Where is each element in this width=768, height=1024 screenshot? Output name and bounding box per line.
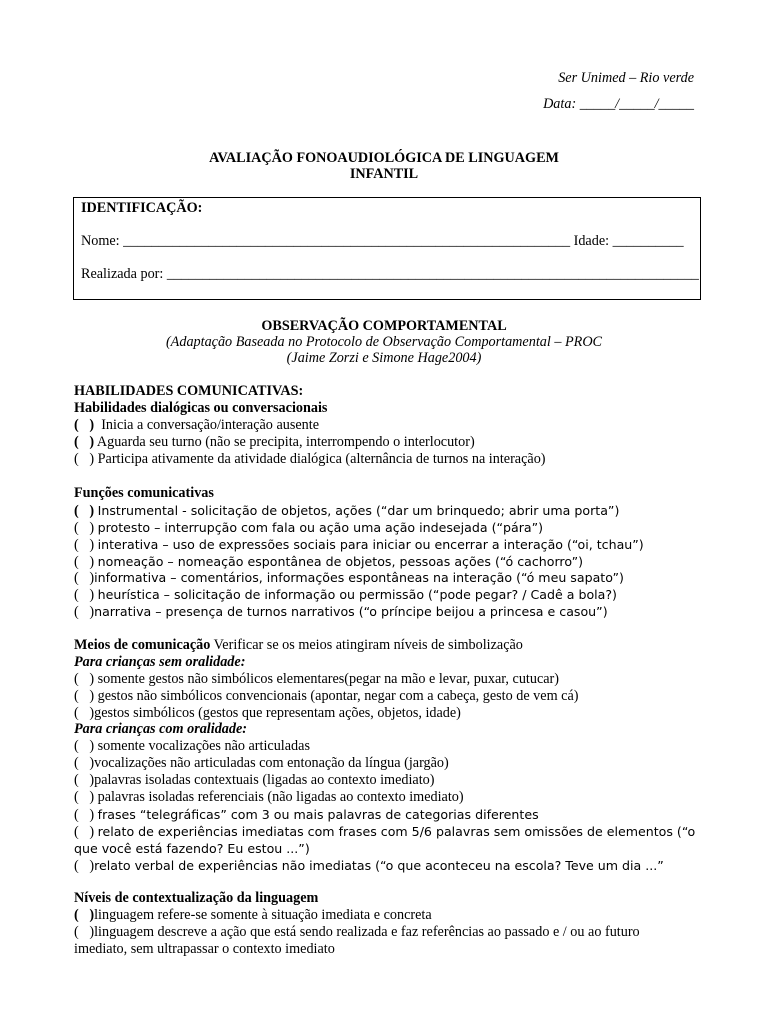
name-age-field: Nome: _______________________________________________________________ Idade: __________ xyxy=(81,233,684,249)
checklist-item: ( ) protesto – interrupção com fala ou ação uma ação indesejada (“pára”) xyxy=(74,520,544,536)
checkbox[interactable]: ( ) xyxy=(74,587,95,603)
checkbox[interactable]: ( ) xyxy=(74,772,95,788)
page-title-line2: INFANTIL xyxy=(349,166,419,182)
section-heading-communicative: HABILIDADES COMUNICATIVAS: xyxy=(74,383,304,399)
checkbox[interactable]: ( ) xyxy=(74,554,95,570)
checklist-item: ( ) Instrumental - solicitação de objetos, ações (“dar um brinquedo; abrir uma porta”) xyxy=(74,503,620,519)
checklist-item: ( )narrativa – presença de turnos narrativos (“o príncipe beijou a princesa e casou”) xyxy=(74,604,608,620)
organization-name: Ser Unimed – Rio verde xyxy=(558,70,694,86)
checklist-item: ( )relato verbal de experiências não imediatas (“o que aconteceu na escola? Teve um dia ...” xyxy=(74,858,664,874)
date-field: Data: _____/_____/_____ xyxy=(543,96,694,112)
checklist-item: ( )vocalizações não articuladas com entonação da língua (jargão) xyxy=(74,755,449,771)
checklist-item: ( ) somente vocalizações não articuladas xyxy=(74,738,310,754)
checkbox[interactable]: ( ) xyxy=(74,671,95,687)
subsection-heading-means: Meios de comunicação Verificar se os meios atingiram níveis de simbolização xyxy=(74,637,523,653)
checklist-item: ( ) nomeação – nomeação espontânea de objetos, pessoas ações (“ó cachorro”) xyxy=(74,554,584,570)
checklist-item: ( ) Participa ativamente da atividade dialógica (alternância de turnos na interação) xyxy=(74,451,546,467)
identification-box xyxy=(73,197,701,300)
checklist-item: ( ) heurística – solicitação de informação ou permissão (“pode pegar? / Cadê a bola?) xyxy=(74,587,617,603)
checkbox[interactable]: ( ) xyxy=(74,570,95,586)
checklist-item: ( )gestos simbólicos (gestos que representam ações, objetos, idade) xyxy=(74,705,461,721)
checkbox[interactable]: ( ) xyxy=(74,537,95,553)
checkbox[interactable]: ( ) xyxy=(74,520,95,536)
checkbox[interactable]: ( ) xyxy=(74,503,95,519)
checkbox[interactable]: ( ) xyxy=(74,738,95,754)
checkbox[interactable]: ( ) xyxy=(74,688,95,704)
subsection-heading-context: Níveis de contextualização da linguagem xyxy=(74,890,319,906)
checkbox[interactable]: ( ) xyxy=(74,434,95,450)
checklist-item: ( )palavras isoladas contextuais (ligadas ao contexto imediato) xyxy=(74,772,435,788)
checklist-item: ( ) Aguarda seu turno (não se precipita, interrompendo o interlocutor) xyxy=(74,434,475,450)
checkbox[interactable]: ( ) xyxy=(74,907,95,923)
identification-heading: IDENTIFICAÇÃO: xyxy=(81,200,203,216)
observation-subtitle: (Adaptação Baseada no Protocolo de Observação Comportamental – PROC xyxy=(165,334,603,350)
group-heading-speech: Para crianças com oralidade: xyxy=(74,721,247,737)
checklist-item: ( ) relato de experiências imediatas com frases com 5/6 palavras sem omissões de elementos (“o xyxy=(74,824,696,840)
performed-by-field: Realizada por: ___________________________________________________________________________ xyxy=(81,266,699,282)
checkbox[interactable]: ( ) xyxy=(74,451,95,467)
checklist-item: ( )linguagem refere-se somente à situação imediata e concreta xyxy=(74,907,432,923)
checklist-item: ( ) somente gestos não simbólicos elementares(pegar na mão e levar, puxar, cutucar) xyxy=(74,671,559,687)
checkbox[interactable]: ( ) xyxy=(74,824,95,840)
checkbox[interactable]: ( ) xyxy=(74,705,95,721)
checklist-item: ( ) frases “telegráficas” com 3 ou mais palavras de categorias diferentes xyxy=(74,807,539,823)
checklist-item: ( )informativa – comentários, informações espontâneas na interação (“ó meu sapato”) xyxy=(74,570,624,586)
checklist-item: ( ) palavras isoladas referenciais (não ligadas ao contexto imediato) xyxy=(74,789,464,805)
checkbox[interactable]: ( ) xyxy=(74,924,95,940)
checkbox[interactable]: ( ) xyxy=(74,807,95,823)
group-heading-no-speech: Para crianças sem oralidade: xyxy=(74,654,246,670)
checklist-item: ( ) gestos não simbólicos convencionais (apontar, negar com a cabeça, gesto de vem cá) xyxy=(74,688,579,704)
observation-title: OBSERVAÇÃO COMPORTAMENTAL xyxy=(261,318,507,334)
subsection-heading-dialogic: Habilidades dialógicas ou conversacionais xyxy=(74,400,328,416)
checklist-item: ( ) interativa – uso de expressões sociais para iniciar ou encerrar a interação (“oi, tchau”) xyxy=(74,537,644,553)
subsection-heading-functions: Funções comunicativas xyxy=(74,485,214,501)
page-title: AVALIAÇÃO FONOAUDIOLÓGICA DE LINGUAGEM xyxy=(209,150,559,166)
checkbox[interactable]: ( ) xyxy=(74,604,95,620)
checklist-item: ( ) Inicia a conversação/interação ausente xyxy=(74,417,319,433)
checklist-item-continuation: imediato, sem ultrapassar o contexto imediato xyxy=(74,941,335,957)
checklist-item-continuation: que você está fazendo? Eu estou ...”) xyxy=(74,841,310,856)
checklist-item: ( )linguagem descreve a ação que está sendo realizada e faz referências ao passado e / ou ao futuro xyxy=(74,924,640,940)
checkbox[interactable]: ( ) xyxy=(74,417,95,433)
observation-authors: (Jaime Zorzi e Simone Hage2004) xyxy=(286,350,482,366)
checkbox[interactable]: ( ) xyxy=(74,755,95,771)
checkbox[interactable]: ( ) xyxy=(74,789,95,805)
checkbox[interactable]: ( ) xyxy=(74,858,95,874)
